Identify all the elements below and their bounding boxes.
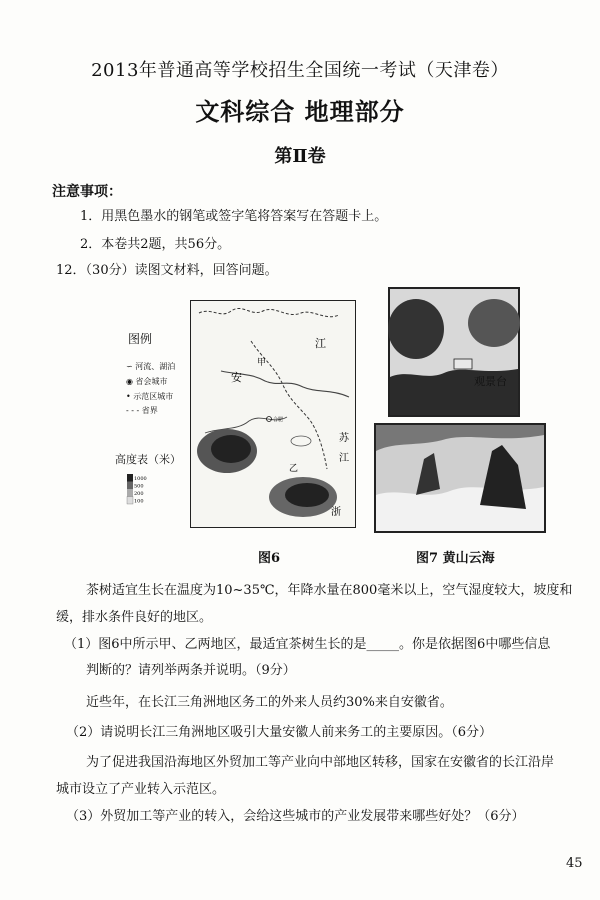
legend-title: 图例 [128, 332, 153, 346]
photo-label-viewing-platform: 观景台 [474, 375, 507, 388]
legend-demo-city: • 示范区城市 [126, 392, 174, 401]
photo-sea-of-clouds [374, 423, 546, 533]
sub-question-1-line-2: 判断的？请列举两条并说明。（9分） [86, 663, 296, 678]
legend-river: ∽ 河流、湖泊 [126, 362, 176, 371]
elevation-scale [127, 474, 147, 505]
notice-heading: 注意事项： [52, 184, 122, 200]
svg-text:1000: 1000 [134, 476, 147, 482]
photo-viewing-platform [388, 287, 520, 417]
map-figure-6 [190, 300, 356, 528]
paragraph-migrants: 近些年，在长江三角洲地区务工的外来人员约30%来自安徽省。 [86, 695, 453, 710]
map-label-jiang-north: 江 [315, 337, 326, 350]
legend-boundary: - - - 省界 [126, 406, 158, 415]
svg-text:100: 100 [134, 498, 144, 505]
legend-capital: ◉ 省会城市 [126, 377, 168, 386]
volume-title: 第Ⅱ卷 [274, 146, 326, 167]
river-icon: ∽ [126, 362, 133, 371]
paragraph-policy-line-2: 城市设立了产业转入示范区。 [56, 782, 226, 797]
map-label-yi: 乙 [289, 464, 299, 474]
demo-city-icon: • [126, 392, 131, 401]
sub-question-1-line-1: （1）图6中所示甲、乙两地区，最适宜茶树生长的是_____。你是依据图6中哪些信息 [64, 637, 551, 652]
paragraph-tea-line-2: 缓，排水条件良好的地区。 [56, 610, 213, 625]
figure-6-caption: 图6 [258, 551, 281, 566]
map-label-jiang-east: 江 [339, 453, 349, 464]
notice-item-2: 2．本卷共2题，共56分。 [80, 237, 231, 252]
map-label-an: 安 [231, 371, 242, 384]
terrain-west [197, 429, 257, 473]
capital-city-icon: ◉ [126, 377, 133, 386]
page-number: 45 [566, 856, 583, 871]
svg-text:500: 500 [134, 483, 144, 490]
paragraph-policy-line-1: 为了促进我国沿海地区外贸加工等产业向中部地区转移，国家在安徽省的长江沿岸 [86, 755, 555, 770]
boundary-icon: - - - [126, 406, 140, 415]
question-12-intro: 12．（30分）读图文材料，回答问题。 [56, 263, 278, 278]
map-label-hefei: 合肥 [273, 417, 284, 423]
paragraph-tea-line-1: 茶树适宜生长在温度为10~35℃，年降水量在800毫米以上，空气湿度较大，坡度和 [86, 583, 573, 598]
sub-question-3: （3）外贸加工等产业的转入，会给这些城市的产业发展带来哪些好处？（6分） [66, 809, 525, 824]
terrain-south [269, 477, 337, 517]
svg-text:200: 200 [134, 491, 144, 497]
notice-item-1: 1．用黑色墨水的钢笔或签字笔将答案写在答题卡上。 [80, 209, 388, 224]
map-label-zhe: 浙 [331, 507, 341, 518]
map-label-su: 苏 [339, 433, 349, 444]
exam-title: 2013年普通高等学校招生全国统一考试（天津卷） [91, 60, 509, 81]
figure-7-caption: 图7 黄山云海 [416, 551, 495, 566]
map-label-jia: 甲 [257, 358, 267, 368]
elevation-title: 高度表（米） [115, 453, 181, 466]
sub-question-2: （2）请说明长江三角洲地区吸引大量安徽人前来务工的主要原因。（6分） [66, 725, 493, 740]
subject-title: 文科综合 地理部分 [195, 97, 405, 126]
